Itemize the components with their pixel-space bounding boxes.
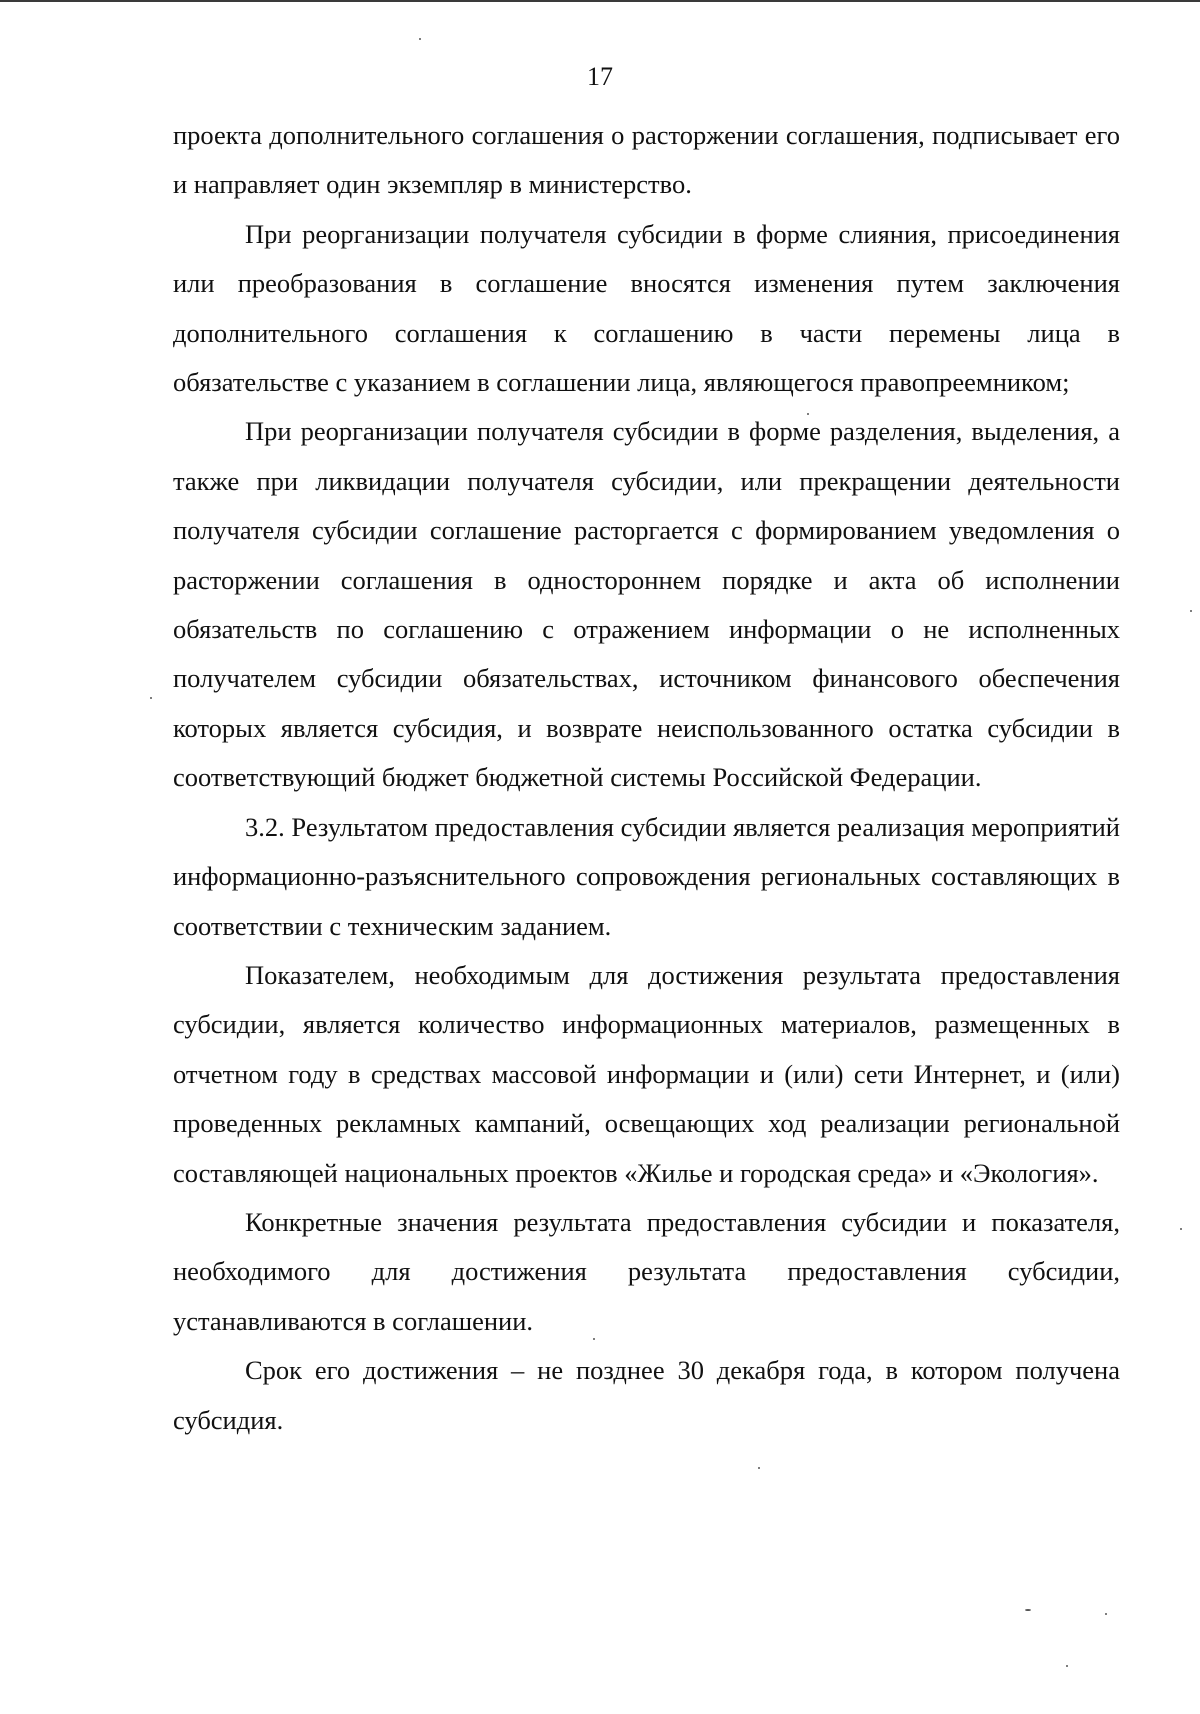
paragraph-section-3-2: 3.2. Результатом предоставления субсидии является реализация мероприятий информационно-разъяснительного сопровождения региональных составляющих в соответствии с техническим заданием. (173, 811, 1120, 941)
paragraph-deadline: Срок его достижения – не позднее 30 декабря года, в котором получена субсидия. (173, 1355, 1120, 1435)
paragraph-specific-values: Конкретные значения результата предоставления субсидии и показателя, необходимого для достижения результата предоставления субсидии, устанавливаются в соглашении. (173, 1206, 1120, 1336)
scan-speck (758, 1467, 760, 1469)
paragraph-indicator: Показателем, необходимым для достижения результата предоставления субсидии, является количество информационных материалов, размещенных в отчетном году в средствах массовой информации и (или) сети Интернет, и (или) проведенных рекламных кампаний, освещающих ход реализации региональной составляющей национальных проектов «Жилье и городская среда» и «Экология». (173, 959, 1120, 1188)
paragraph-reorganization-division: При реорганизации получателя субсидии в форме разделения, выделения, а также при ликвидации получателя субсидии, или прекращении деятельности получателя субсидии соглашение расторгается с формированием уведомления о расторжении соглашения в одностороннем порядке и акта об исполнении обязательств по соглашению с отражением информации о не исполненных получателем субсидии обязательствах, источником финансового обеспечения которых является субсидия, и возврате неиспользованного остатка субсидии в соответствующий бюджет бюджетной системы Российской Федерации. (173, 416, 1120, 793)
paragraph-continuation: проекта дополнительного соглашения о расторжении соглашения, подписывает его и направляет один экземпляр в министерство. (173, 120, 1120, 200)
scan-speck (807, 413, 809, 415)
scan-speck (150, 697, 152, 699)
scan-speck (593, 1338, 595, 1340)
scan-speck (1190, 610, 1192, 612)
scan-speck (1105, 1613, 1107, 1615)
scan-speck (1180, 1228, 1182, 1230)
page-number: 17 (587, 62, 613, 91)
paragraph-reorganization-merger: При реорганизации получателя субсидии в форме слияния, присоединения или преобразования в соглашение вносятся изменения путем заключения дополнительного соглашения к соглашению в части перемены лица в обязательстве с указанием в соглашении лица, являющегося правопреемником; (173, 218, 1120, 398)
scan-speck (1025, 1609, 1031, 1611)
scan-speck (1066, 1665, 1068, 1667)
scan-top-edge (0, 0, 1200, 2)
document-body (173, 111, 1120, 1445)
scan-speck (419, 38, 421, 40)
